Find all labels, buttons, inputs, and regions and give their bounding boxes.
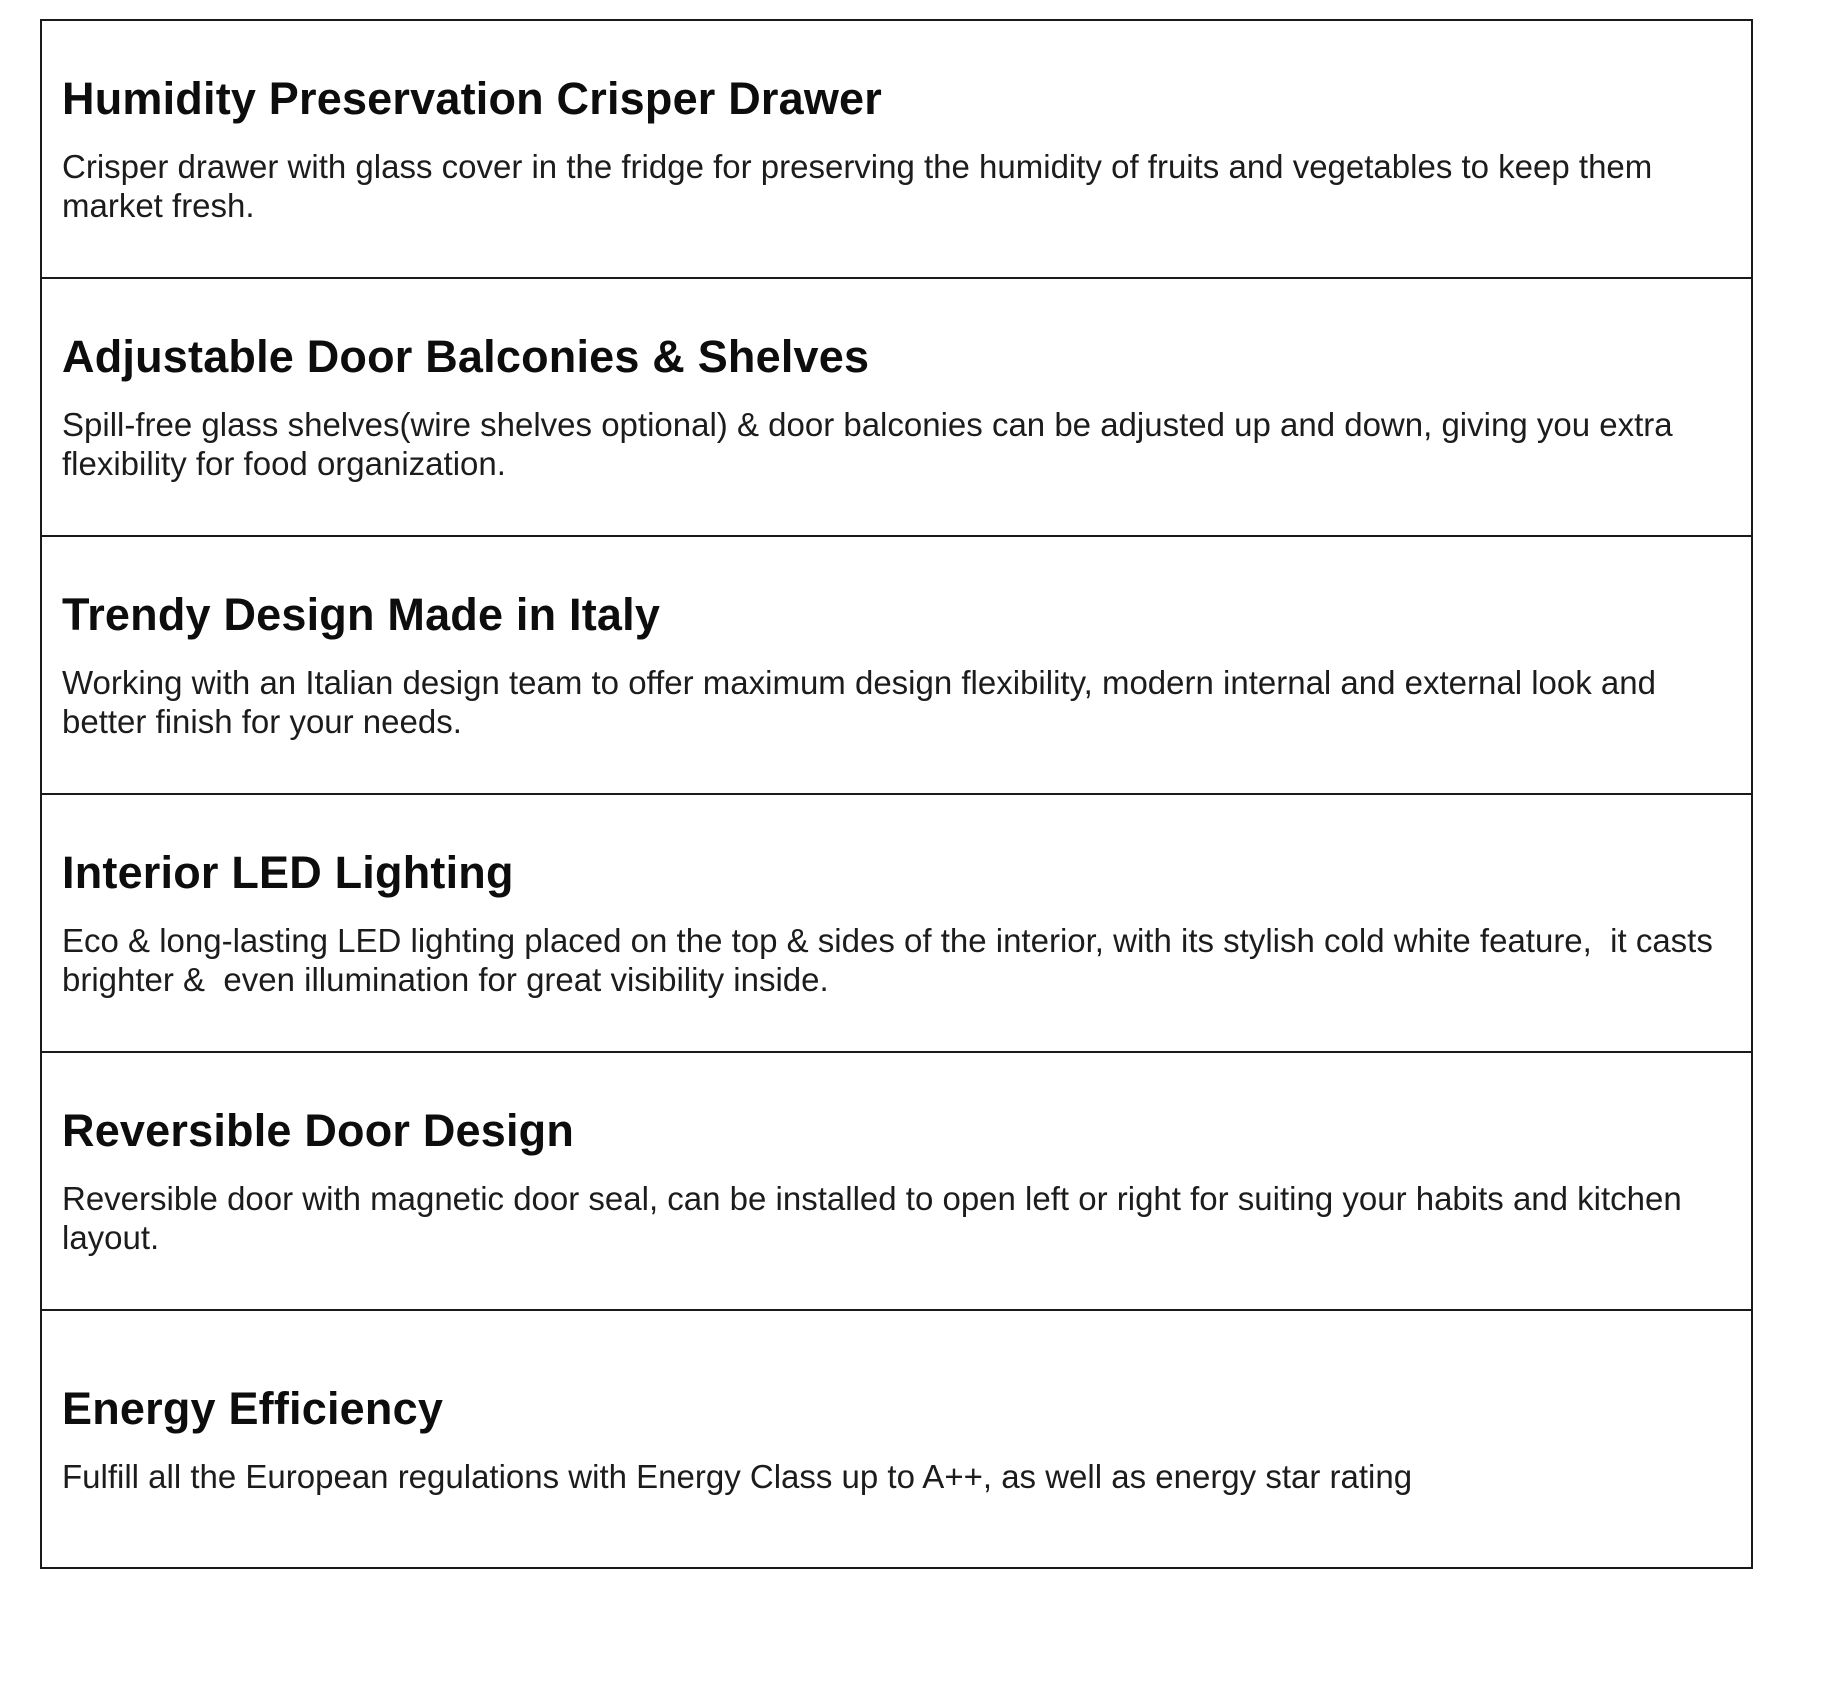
feature-row: [41, 278, 1752, 536]
feature-row: [41, 1052, 1752, 1310]
feature-cell: [41, 1310, 1752, 1568]
features-table: [40, 19, 1753, 1569]
feature-title: Adjustable Door Balconies & Shelves: [62, 331, 870, 382]
feature-description: Eco & long-lasting LED lighting placed on the top & sides of the interior, with its stylish cold white feature, it casts brighter & even illumination for great visibility inside.: [62, 922, 1723, 998]
feature-description: Crisper drawer with glass cover in the fridge for preserving the humidity of fruits and vegetables to keep them market fresh.: [62, 148, 1662, 224]
feature-description: Reversible door with magnetic door seal, can be installed to open left or right for suiting your habits and kitchen layout.: [62, 1180, 1691, 1256]
feature-cell: [41, 20, 1752, 278]
feature-title: Trendy Design Made in Italy: [62, 589, 661, 640]
feature-title: Reversible Door Design: [62, 1105, 575, 1156]
feature-description: Working with an Italian design team to offer maximum design flexibility, modern internal and external look and better finish for your needs.: [62, 664, 1666, 740]
feature-title: Interior LED Lighting: [62, 847, 514, 898]
feature-row: [41, 20, 1752, 278]
feature-title: Humidity Preservation Crisper Drawer: [62, 73, 882, 124]
feature-row: [41, 536, 1752, 794]
feature-description: Fulfill all the European regulations with Energy Class up to A++, as well as energy star rating: [62, 1457, 1413, 1495]
feature-row: [41, 1310, 1752, 1568]
feature-cell: [41, 1052, 1752, 1310]
feature-cell: [41, 278, 1752, 536]
feature-cell: [41, 536, 1752, 794]
feature-description: Spill-free glass shelves(wire shelves optional) & door balconies can be adjusted up and down, giving you extra flexibility for food organization.: [62, 406, 1682, 482]
feature-cell: [41, 794, 1752, 1052]
feature-title: Energy Efficiency: [62, 1382, 444, 1434]
feature-row: [41, 794, 1752, 1052]
